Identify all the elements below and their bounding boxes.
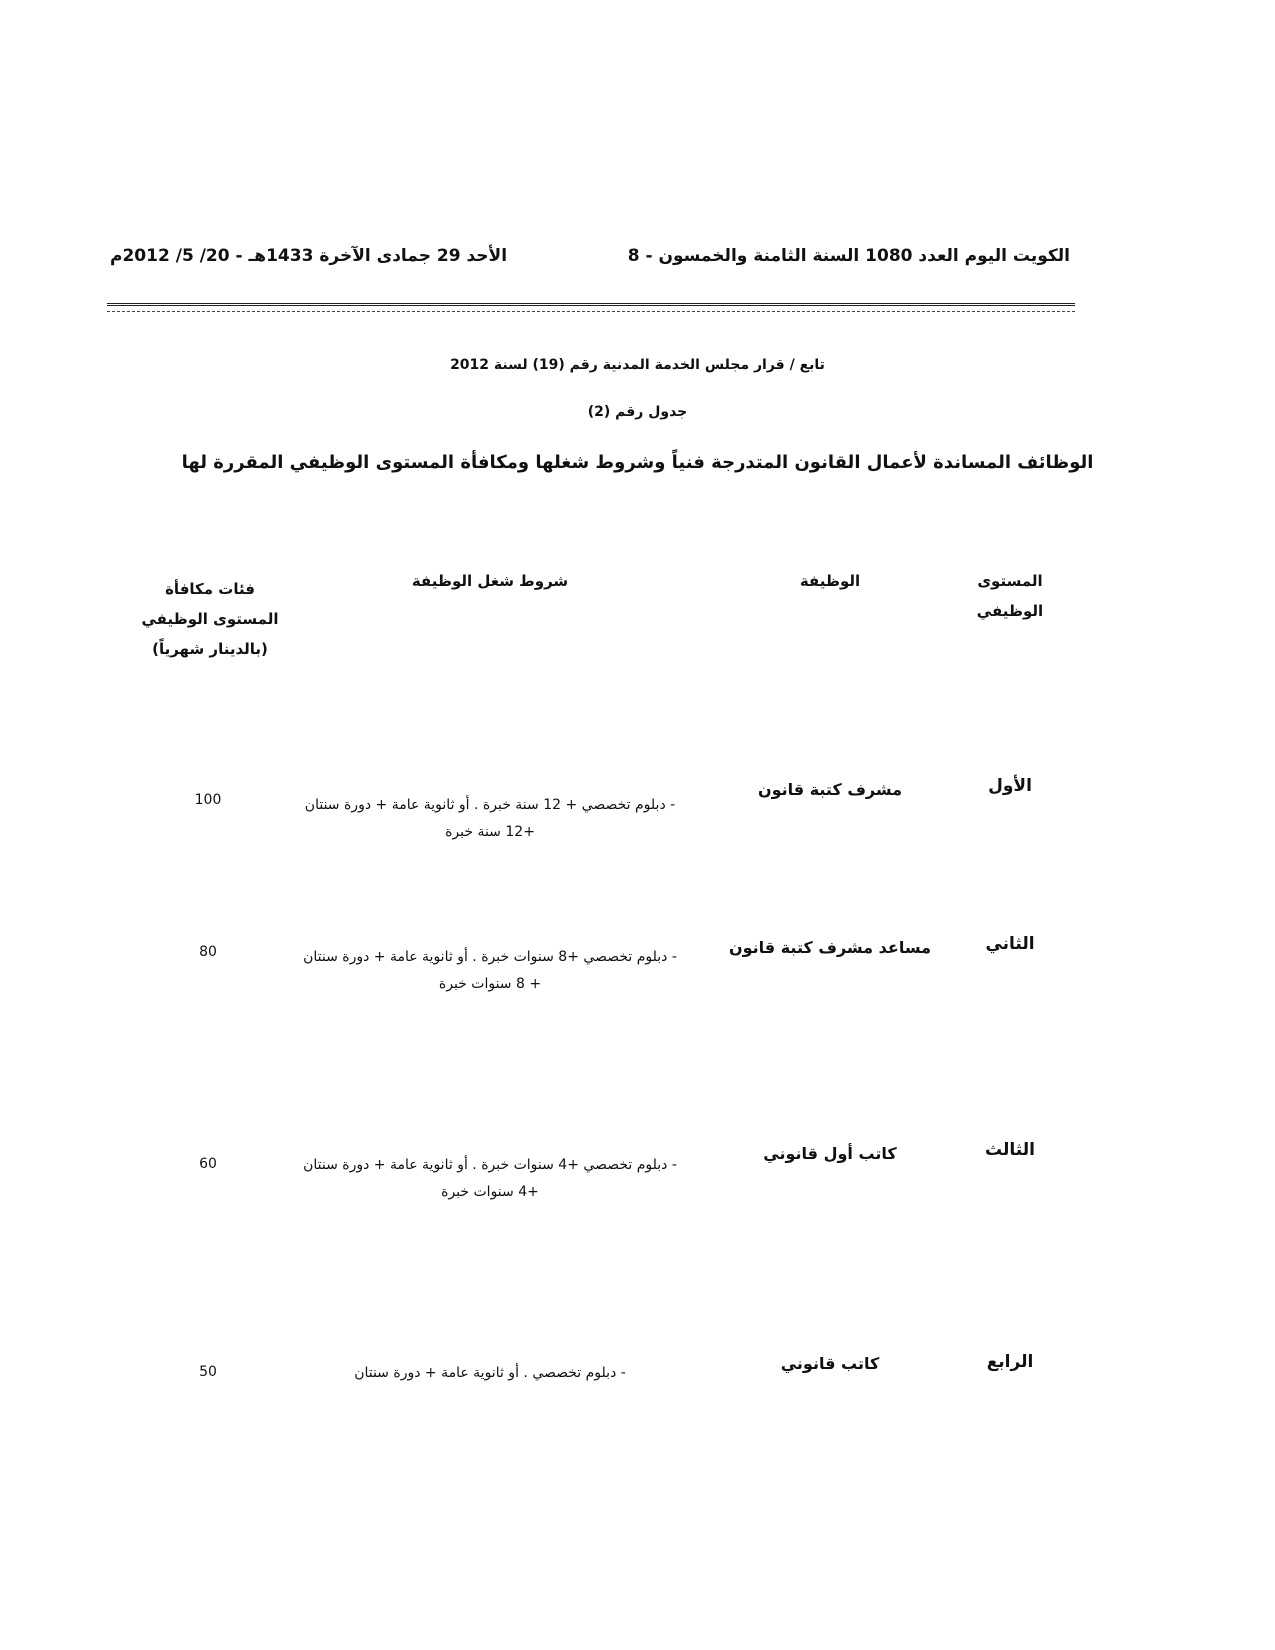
column-header-conditions: شروط شغل الوظيفة	[411, 572, 569, 590]
column-header-job: الوظيفة	[799, 572, 861, 590]
row-job: مساعد مشرف كتبة قانون	[728, 938, 932, 957]
header-divider	[107, 303, 1075, 306]
table-title: الوظائف المساندة لأعمال القانون المتدرجة فنياً وشروط شغلها ومكافأة المستوى الوظيفي المقررة لها	[181, 452, 1094, 473]
gazette-issue-header: الكويت اليوم العدد 1080 السنة الثامنة والخمسون - 8	[627, 246, 1070, 266]
row-conditions: - دبلوم تخصصي + 12 سنة خبرة . أو ثانوية عامة + دورة سنتان +12 سنة خبرة	[304, 797, 676, 840]
row-amount: 50	[199, 1364, 217, 1380]
row-conditions: - دبلوم تخصصي +4 سنوات خبرة . أو ثانوية عامة + دورة سنتان +4 سنوات خبرة	[303, 1157, 677, 1200]
row-amount: 80	[199, 944, 217, 960]
row-job: كاتب قانوني	[780, 1354, 880, 1373]
row-level: الرابع	[986, 1352, 1034, 1372]
header-divider-secondary	[107, 311, 1075, 312]
column-header-amount: فئات مكافأة المستوى الوظيفي (بالدينار شهرياً)	[141, 580, 279, 658]
row-level: الثالث	[985, 1140, 1035, 1160]
row-level: الأول	[988, 776, 1032, 796]
table-number: جدول رقم (2)	[587, 404, 688, 420]
column-header-level: المستوى الوظيفي	[976, 572, 1044, 620]
row-amount: 100	[194, 792, 222, 808]
row-amount: 60	[199, 1156, 217, 1172]
row-conditions: - دبلوم تخصصي +8 سنوات خبرة . أو ثانوية عامة + دورة سنتان + 8 سنوات خبرة	[303, 949, 677, 992]
row-job: كاتب أول قانوني	[763, 1144, 897, 1163]
decision-title: تابع / قرار مجلس الخدمة المدنية رقم (19) لسنة 2012	[450, 357, 825, 373]
row-job: مشرف كتبة قانون	[757, 780, 903, 799]
gazette-date-header: الأحد 29 جمادى الآخرة 1433هـ - 20/ 5/ 2012م	[110, 246, 508, 266]
row-conditions: - دبلوم تخصصي . أو ثانوية عامة + دورة سنتان	[354, 1365, 626, 1381]
row-level: الثاني	[985, 934, 1035, 954]
